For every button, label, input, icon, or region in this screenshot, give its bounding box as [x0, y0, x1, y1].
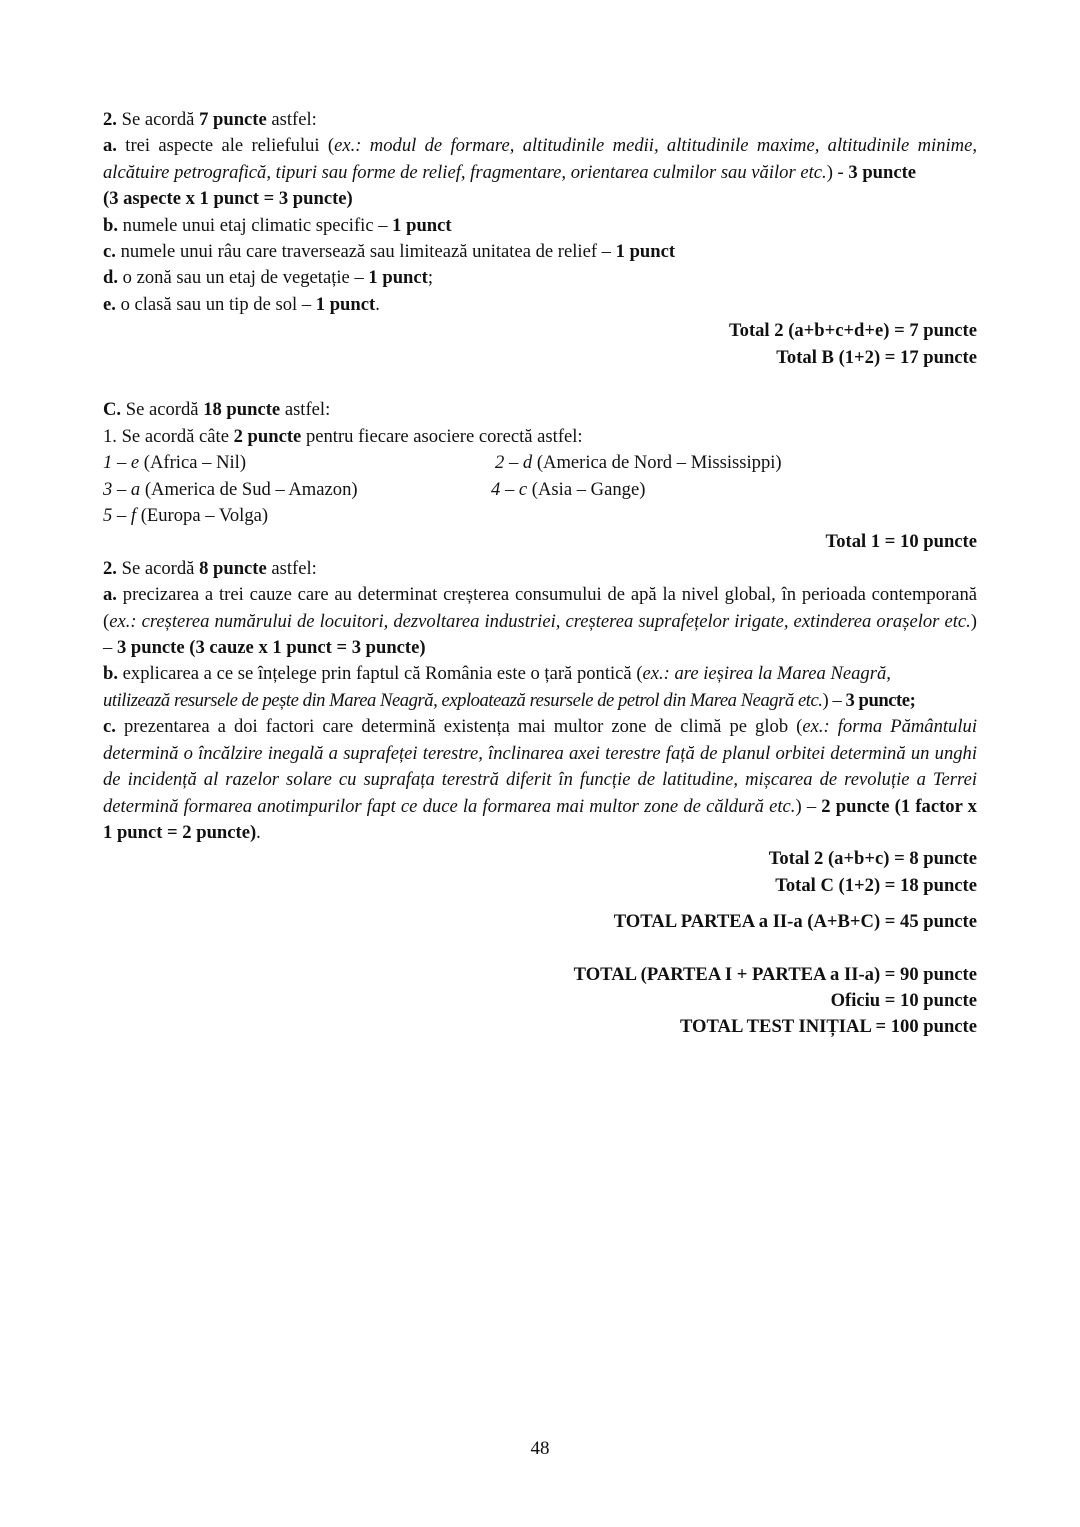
b2-item-a-calc: (3 aspecte x 1 punct = 3 puncte) [103, 188, 353, 210]
pair-2-d: 2 – d (America de Nord – Mississippi) [495, 452, 782, 474]
c1-pairs-row-1 [103, 450, 977, 476]
c1-pairs-row-3 [103, 503, 977, 529]
pair-3-a: 3 – a (America de Sud – Amazon) [103, 478, 358, 500]
c1-total: Total 1 = 10 puncte [825, 531, 977, 553]
b2-total: Total 2 (a+b+c+d+e) = 7 puncte [728, 320, 977, 342]
c2-total: Total 2 (a+b+c) = 8 puncte [768, 848, 977, 870]
c1-pairs-row-2 [103, 477, 977, 503]
pair-5-f: 5 – f (Europa – Volga) [103, 505, 269, 527]
total-combined: TOTAL (PARTEA I + PARTEA a II-a) = 90 puncte [573, 963, 977, 985]
b2-item-c: c. numele unui râu care traversează sau limitează unitatea de relief – 1 punct [103, 241, 676, 263]
total-test: TOTAL TEST INIȚIAL = 100 puncte [679, 1016, 977, 1038]
pair-4-c: 4 – c (Asia – Gange) [491, 478, 646, 500]
c2-heading: 2. Se acordă 8 puncte astfel: [103, 557, 317, 579]
c2-item-c: c. prezentarea a doi factori care determină existența mai multor zone de climă pe glob (ex.: forma Pământului determină o încălzire inegală a suprafeței terestre, înclinarea axei terestre față de planul orbitei determină un unghi de incidență al razelor solare cu suprafața terestră diferit în funcție de latitudine, mișcarea de revoluție a Terrei determină formarea anotimpurilor fapt ce duce la formarea mai multor zone de căldură etc.) – 2 puncte (1 factor x 1 punct = 2 puncte). [103, 716, 977, 843]
c-heading: C. Se acordă 18 puncte astfel: [103, 399, 331, 421]
c2-item-b: b. explicarea a ce se înțelege prin faptul că România este o țară pontică (ex.: are ieșirea la Marea Neagră, utilizează resursele de pește din Marea Neagră, exploatează resursele de petrol din Marea Neagră etc.) – 3 puncte; [103, 663, 916, 711]
c1-heading: 1. Se acordă câte 2 puncte pentru fiecare asociere corectă astfel: [103, 425, 583, 447]
total-partea-2: TOTAL PARTEA a II-a (A+B+C) = 45 puncte [613, 911, 977, 933]
c2-item-a: a. precizarea a trei cauze care au determinat creșterea consumului de apă la nivel global, în perioada contemporană (ex.: creșterea numărului de locuitori, dezvoltarea industriei, creșterea suprafețelor irigate, extinderea orașelor etc.) – 3 puncte (3 cauze x 1 punct = 3 puncte) [103, 584, 977, 659]
b2-item-e: e. o clasă sau un tip de sol – 1 punct. [103, 293, 380, 315]
b2-item-d: d. o zonă sau un etaj de vegetație – 1 punct; [103, 267, 433, 289]
section-b-total: Total B (1+2) = 17 puncte [776, 346, 977, 368]
b2-item-a: a. trei aspecte ale reliefului (ex.: modul de formare, altitudinile medii, altitudinile maxime, altitudinile minime, alcătuire petrografică, tipuri sau forme de relief, fragmentare, orientarea culmilor sau văilor etc.) - 3 puncte [103, 135, 977, 183]
page-content [103, 107, 977, 1041]
pair-1-e: 1 – e (Africa – Nil) [103, 452, 247, 474]
section-c-total: Total C (1+2) = 18 puncte [775, 874, 977, 896]
b2-item-b: b. numele unui etaj climatic specific – 1 punct [103, 214, 452, 236]
b2-heading: 2. Se acordă 7 puncte astfel: [103, 109, 317, 130]
oficiu-points: Oficiu = 10 puncte [830, 989, 977, 1011]
page-number: 48 [530, 1438, 550, 1459]
